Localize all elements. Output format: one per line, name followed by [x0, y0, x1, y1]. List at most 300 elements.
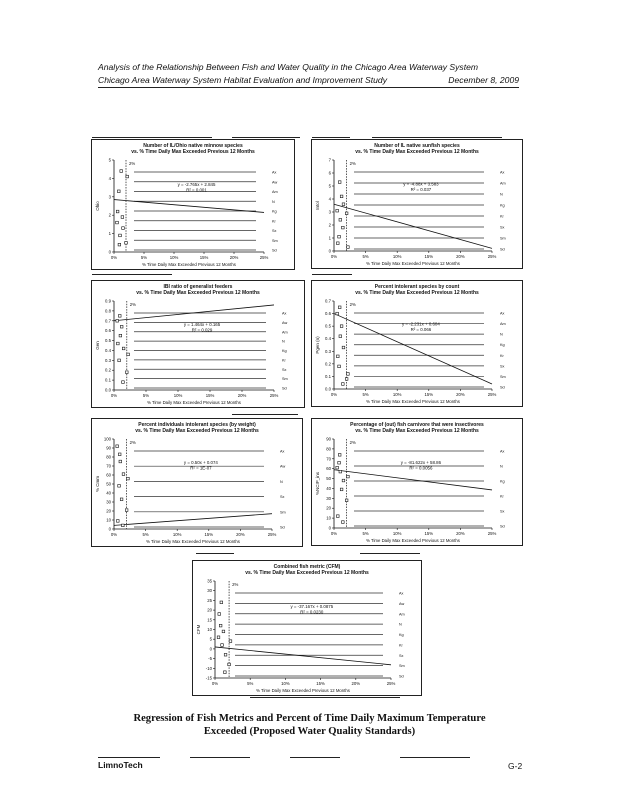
x-tick-label: 10%: [281, 681, 290, 686]
y-tick-label: 4: [108, 175, 111, 181]
chart-subtitle: vs. % Time Daily Max Exceeded Previous 12 Months: [135, 428, 259, 434]
x-tick-label: 15%: [424, 531, 434, 536]
trend-line: [334, 204, 492, 248]
data-point: [336, 355, 339, 358]
x-tick-label: 15%: [424, 392, 434, 397]
series-label: Am: [282, 330, 288, 335]
chart-svg: [92, 419, 302, 546]
data-point: [116, 221, 119, 224]
data-point: [122, 347, 125, 350]
y-tick-label: 80: [106, 454, 111, 460]
rule-deco: [232, 137, 300, 138]
data-point: [120, 498, 123, 501]
data-point: [336, 209, 339, 212]
data-point: [127, 477, 130, 480]
series-label: Kg: [500, 343, 505, 348]
r-squared: R² = 0.066: [410, 327, 432, 333]
y-tick-label: 6: [328, 170, 331, 176]
series-label: N: [399, 622, 402, 627]
rule-deco: [312, 274, 352, 275]
series-label: Sx: [280, 495, 285, 500]
x-tick-label: 10%: [172, 532, 182, 537]
data-point: [336, 515, 339, 518]
series-label: Sx: [500, 225, 505, 230]
x-axis-label: % Time Daily Max Exceeded Previous 12 Months: [146, 539, 240, 544]
y-tick-label: 50: [106, 481, 111, 487]
data-point: [120, 325, 123, 328]
header-date: December 8, 2009: [448, 75, 519, 85]
chart-subtitle: vs. % Time Daily Max Exceeded Previous 12 Months: [355, 290, 479, 296]
rule-deco: [232, 414, 298, 415]
regression-equation: y = 0.50x + 0.074: [183, 460, 218, 466]
y-tick-label: 0: [328, 525, 331, 531]
series-label: Sd: [500, 524, 505, 529]
y-tick-label: 5: [328, 183, 331, 189]
data-point: [119, 334, 122, 337]
series-label: Sm: [399, 664, 405, 669]
figure-caption-line-2: Exceeded (Proposed Water Quality Standards): [203, 726, 416, 737]
chart-title: Combined fish metric (CFM): [273, 564, 341, 570]
series-label: Sm: [282, 377, 288, 382]
series-label: N: [500, 192, 503, 197]
data-point: [217, 636, 220, 639]
y-axis-label: Gen: [95, 341, 100, 350]
data-point: [345, 499, 348, 502]
data-point: [340, 488, 343, 491]
series-label: Sm: [280, 510, 286, 515]
x-axis-label: % Time Daily Max Exceeded Previous 12 Months: [366, 399, 460, 404]
chart-panel: [192, 560, 422, 696]
y-tick-label: 30: [106, 499, 111, 505]
header-rule: [98, 87, 519, 88]
y-tick-label: 0.0: [105, 387, 111, 393]
data-point: [339, 219, 342, 222]
chart-subtitle: vs. % Time Daily Max Exceeded Previous 12 Months: [355, 149, 479, 155]
data-point: [347, 246, 350, 249]
threshold-label: 2%: [232, 582, 239, 587]
chart-panel: [91, 418, 303, 547]
chart-title: Percent intolerant species by count: [374, 284, 460, 290]
data-point: [339, 470, 342, 473]
series-label: Sx: [272, 229, 277, 233]
data-point: [342, 479, 345, 482]
series-label: Ax: [399, 591, 404, 596]
data-point: [122, 381, 125, 384]
data-point: [340, 325, 343, 328]
rule-deco: [92, 274, 172, 275]
series-label: N: [500, 332, 503, 337]
series-label: Aw: [282, 320, 288, 325]
footer-company: LimnoTech: [98, 760, 143, 770]
chart-subtitle: vs. % Time Daily Max Exceeded Previous 12 Months: [355, 428, 479, 434]
data-point: [342, 203, 345, 206]
data-point: [338, 461, 341, 464]
data-point: [342, 226, 345, 229]
series-label: Aw: [399, 601, 405, 606]
page-number: G-2: [508, 761, 523, 771]
x-tick-label: 0%: [110, 255, 118, 260]
y-tick-label: 4: [328, 196, 331, 202]
y-tick-label: 0.0: [325, 386, 331, 392]
chart-svg: [193, 561, 421, 695]
chart-title: Number of IL native sunfish species: [374, 143, 460, 149]
rule-deco: [372, 137, 502, 138]
x-tick-label: 0%: [330, 254, 338, 259]
data-point: [224, 653, 227, 656]
chart-panel: [91, 139, 295, 270]
data-point: [126, 175, 129, 178]
x-tick-label: 0%: [110, 532, 118, 537]
x-tick-label: 10%: [392, 392, 402, 397]
data-point: [122, 524, 125, 527]
data-point: [222, 630, 225, 633]
series-label: Sx: [399, 653, 404, 658]
chart-panel: [91, 280, 305, 408]
data-point: [127, 353, 130, 356]
chart-svg: [92, 140, 294, 269]
x-axis-label: % Time Daily Max Exceeded Previous 12 Months: [142, 262, 236, 267]
y-tick-label: 0: [328, 248, 331, 254]
x-tick-label: 0%: [211, 681, 219, 686]
series-label: Aw: [272, 180, 278, 185]
y-tick-label: 0.6: [105, 328, 111, 334]
data-point: [336, 312, 339, 315]
chart-svg: [312, 140, 522, 268]
series-label: Kr: [282, 358, 286, 363]
x-tick-label: 5%: [142, 532, 149, 537]
data-point: [116, 210, 119, 213]
y-tick-label: 10: [326, 515, 331, 521]
series-label: N: [500, 464, 503, 469]
y-tick-label: 40: [326, 485, 331, 491]
series-label: Am: [500, 181, 506, 186]
data-point: [336, 466, 339, 469]
x-tick-label: 25%: [267, 532, 277, 537]
data-point: [121, 216, 124, 219]
y-tick-label: 2: [328, 222, 331, 228]
y-tick-label: 0.3: [325, 348, 331, 354]
y-tick-label: 100: [103, 436, 111, 442]
series-label: Sd: [280, 525, 285, 530]
regression-equation: y = -4.88x + 3.583: [403, 181, 439, 187]
x-tick-label: 15%: [424, 254, 434, 259]
y-tick-label: 20: [326, 505, 331, 511]
y-tick-label: 5: [209, 636, 212, 642]
y-tick-label: 70: [106, 463, 111, 469]
header-line-2: Chicago Area Waterway System Habitat Evaluation and Improvement Study: [98, 75, 387, 85]
y-tick-label: 10: [207, 627, 212, 632]
series-label: Sd: [272, 248, 277, 253]
data-point: [229, 640, 232, 643]
y-tick-label: 0.6: [325, 311, 331, 317]
y-tick-label: 70: [326, 456, 331, 462]
y-tick-label: 80: [326, 446, 331, 452]
y-tick-label: 0.9: [105, 298, 111, 304]
y-tick-label: -10: [205, 665, 212, 671]
data-point: [347, 475, 350, 478]
y-tick-label: 40: [106, 490, 111, 496]
series-label: Ax: [500, 449, 505, 454]
data-point: [119, 460, 122, 463]
header-line-1: Analysis of the Relationship Between Fish and Water Quality in the Chicago Area Waterway System: [98, 62, 479, 72]
x-tick-label: 20%: [229, 255, 239, 260]
series-label: Sd: [500, 385, 505, 390]
series-label: Ax: [500, 170, 505, 175]
x-tick-label: 25%: [259, 255, 269, 260]
y-axis-label: Pgen (n): [315, 336, 320, 354]
data-point: [342, 383, 345, 386]
r-squared: R² = 0.037: [410, 186, 432, 192]
y-tick-label: 50: [326, 476, 331, 482]
x-tick-label: 15%: [205, 393, 215, 398]
data-point: [338, 306, 341, 309]
x-tick-label: 25%: [487, 531, 497, 536]
x-tick-label: 10%: [169, 255, 179, 260]
chart-svg: [312, 419, 522, 545]
data-point: [122, 473, 125, 476]
series-label: Kg: [399, 633, 404, 637]
series-label: Kr: [500, 494, 504, 499]
series-label: Am: [500, 322, 506, 327]
data-point: [221, 644, 224, 647]
chart-panel: [311, 139, 523, 269]
y-tick-label: 20: [106, 508, 111, 514]
x-tick-label: 20%: [456, 531, 465, 536]
series-label: Ax: [272, 170, 277, 175]
y-tick-label: 0.1: [325, 373, 331, 379]
series-label: Am: [399, 612, 405, 617]
y-tick-label: 30: [326, 495, 331, 501]
x-tick-label: 10%: [392, 254, 402, 259]
y-tick-label: 15: [207, 617, 212, 623]
data-point: [116, 319, 119, 322]
y-tick-label: 0.5: [105, 338, 111, 344]
x-tick-label: 5%: [142, 393, 150, 398]
x-tick-label: 20%: [236, 532, 245, 537]
y-tick-label: 5: [108, 157, 111, 163]
y-tick-label: -5: [208, 656, 212, 662]
y-tick-label: -15: [205, 675, 212, 681]
rule-deco: [190, 757, 250, 758]
trend-line: [114, 514, 272, 526]
series-label: Sd: [500, 247, 505, 252]
data-point: [125, 242, 128, 245]
data-point: [118, 453, 121, 456]
x-tick-label: 25%: [269, 393, 279, 398]
y-tick-label: 0.8: [105, 308, 111, 314]
rule-deco: [312, 137, 350, 138]
data-point: [336, 242, 339, 245]
r-squared: R² = 0.0230: [300, 609, 324, 615]
x-axis-label: % Time Daily Max Exceeded Previous 12 Months: [366, 261, 460, 266]
y-tick-label: 35: [207, 578, 212, 584]
data-point: [342, 346, 345, 349]
series-label: Sd: [399, 674, 404, 679]
chart-title: Percent individuals intolerant species (by weight): [138, 422, 256, 428]
data-point: [342, 521, 345, 524]
regression-equation: y = -37.167x + 0.0875: [290, 604, 334, 610]
x-tick-label: 10%: [173, 393, 183, 398]
x-tick-label: 5%: [247, 681, 254, 686]
y-axis-label: Ohio: [95, 201, 100, 211]
y-tick-label: 0.2: [325, 361, 331, 367]
trend-line: [334, 470, 492, 490]
threshold-label: 2%: [129, 440, 136, 445]
x-tick-label: 25%: [487, 254, 497, 259]
x-tick-label: 5%: [362, 392, 369, 397]
series-label: Ax: [500, 311, 505, 316]
data-point: [117, 342, 120, 345]
x-tick-label: 15%: [316, 681, 325, 686]
r-squared: R² = 0.029: [191, 327, 213, 333]
x-tick-label: 20%: [456, 392, 465, 397]
y-axis-label: % Cmm: [95, 476, 100, 492]
regression-equation: y = 1.464x + 0.165: [183, 321, 221, 327]
series-label: N: [272, 199, 275, 204]
series-label: Aw: [280, 464, 286, 469]
x-tick-label: 0%: [330, 392, 338, 397]
regression-equation: y = -2.765x + 2.845: [177, 181, 216, 187]
chart-title: Percentage of (out) fish carnivore that were insectivores: [350, 422, 484, 428]
y-tick-label: 0.4: [105, 347, 111, 353]
y-axis-label: Intol: [315, 201, 320, 210]
data-point: [125, 509, 128, 512]
chart-subtitle: vs. % Time Daily Max Exceeded Previous 12 Months: [136, 290, 260, 296]
data-point: [340, 195, 343, 198]
x-tick-label: 20%: [456, 254, 465, 259]
y-tick-label: 3: [108, 194, 111, 200]
data-point: [116, 445, 119, 448]
y-tick-label: 90: [106, 445, 111, 451]
figure-caption-line-1: Regression of Fish Metrics and Percent of Time Daily Maximum Temperature: [133, 713, 486, 724]
threshold-label: 2%: [129, 302, 137, 307]
threshold-label: 2%: [349, 161, 356, 166]
rule-deco: [250, 697, 400, 698]
series-label: Sx: [500, 364, 505, 369]
y-tick-label: 0.1: [105, 377, 111, 383]
series-label: Sx: [282, 367, 287, 372]
x-tick-label: 10%: [392, 531, 402, 536]
series-label: N: [282, 339, 285, 344]
x-tick-label: 0%: [330, 531, 338, 536]
chart-svg: [92, 281, 304, 407]
y-tick-label: 0.2: [105, 367, 111, 373]
y-tick-label: 0: [108, 526, 111, 532]
rule-deco: [196, 553, 234, 554]
series-label: Sm: [500, 374, 506, 379]
y-tick-label: 30: [207, 588, 212, 594]
footer-rule: [98, 757, 160, 758]
data-point: [119, 234, 122, 237]
data-point: [122, 227, 125, 230]
y-tick-label: 0.3: [105, 357, 111, 363]
chart-title: Number of IL/Ohio native minnow species: [143, 143, 243, 149]
chart-panel: [311, 418, 523, 546]
data-point: [338, 454, 341, 457]
series-label: N: [280, 479, 283, 484]
data-point: [228, 663, 231, 666]
series-label: Sm: [500, 236, 506, 241]
trend-line: [215, 647, 391, 665]
x-axis-label: % Time Daily Max Exceeded Previous 12 Months: [366, 538, 460, 543]
x-tick-label: 5%: [362, 254, 369, 259]
data-point: [118, 190, 121, 193]
data-point: [218, 613, 221, 616]
y-tick-label: 7: [328, 157, 331, 163]
r-squared: R² = 0.001: [186, 187, 207, 193]
data-point: [345, 378, 348, 381]
data-point: [118, 485, 121, 488]
data-point: [120, 170, 123, 173]
series-label: Sm: [272, 238, 278, 243]
series-label: Kg: [272, 209, 277, 214]
r-squared: R² = 0.0056: [409, 465, 433, 471]
x-tick-label: 20%: [351, 681, 361, 686]
y-tick-label: 10: [106, 517, 111, 523]
series-label: Am: [272, 190, 278, 194]
y-tick-label: 1: [108, 231, 111, 237]
rule-deco: [360, 553, 420, 554]
rule-deco: [290, 757, 340, 758]
x-tick-label: 20%: [237, 393, 247, 398]
y-tick-label: 0.4: [325, 336, 331, 342]
x-tick-label: 25%: [487, 392, 497, 397]
series-label: Ax: [282, 311, 287, 316]
data-point: [219, 624, 222, 627]
data-point: [338, 365, 341, 368]
data-point: [338, 181, 341, 184]
data-point: [126, 371, 129, 374]
data-point: [345, 212, 348, 215]
series-label: Kg: [282, 349, 287, 353]
y-tick-label: 0: [108, 249, 111, 255]
x-tick-label: 15%: [204, 532, 214, 537]
data-point: [339, 335, 342, 338]
y-tick-label: 25: [207, 597, 212, 603]
y-tick-label: 90: [326, 436, 331, 442]
y-tick-label: 60: [326, 466, 331, 472]
y-tick-label: 0: [209, 646, 212, 652]
chart-svg: [312, 281, 522, 406]
series-label: Kr: [500, 353, 504, 358]
regression-equation: y = -2.231x + 0.604: [401, 321, 440, 327]
series-label: Ax: [280, 449, 285, 454]
x-tick-label: 25%: [386, 681, 396, 686]
regression-equation: y = -81.622x + 58.86: [400, 459, 442, 465]
threshold-label: 2%: [349, 440, 356, 445]
x-tick-label: 0%: [110, 393, 118, 398]
y-tick-label: 2: [108, 212, 111, 218]
series-label: Sd: [282, 386, 287, 391]
x-axis-label: % Time Daily Max Exceeded Previous 12 Months: [147, 400, 241, 405]
series-label: Kg: [500, 203, 505, 208]
chart-subtitle: vs. % Time Daily Max Exceeded Previous 12 Months: [131, 149, 255, 155]
x-tick-label: 15%: [199, 255, 209, 260]
rule-deco: [92, 137, 212, 138]
y-axis-label: CFM: [196, 624, 201, 635]
data-point: [338, 235, 341, 238]
y-tick-label: 0.7: [105, 318, 111, 324]
y-axis-label: %NCIP_ins: [315, 471, 320, 496]
series-label: Sx: [500, 509, 505, 514]
threshold-label: 2%: [129, 161, 136, 166]
chart-title: IBI ratio of generalist feeders: [163, 284, 233, 290]
series-label: Kg: [500, 479, 505, 484]
data-point: [118, 359, 121, 362]
data-point: [116, 520, 119, 523]
y-tick-label: 20: [207, 607, 212, 613]
data-point: [220, 601, 223, 604]
